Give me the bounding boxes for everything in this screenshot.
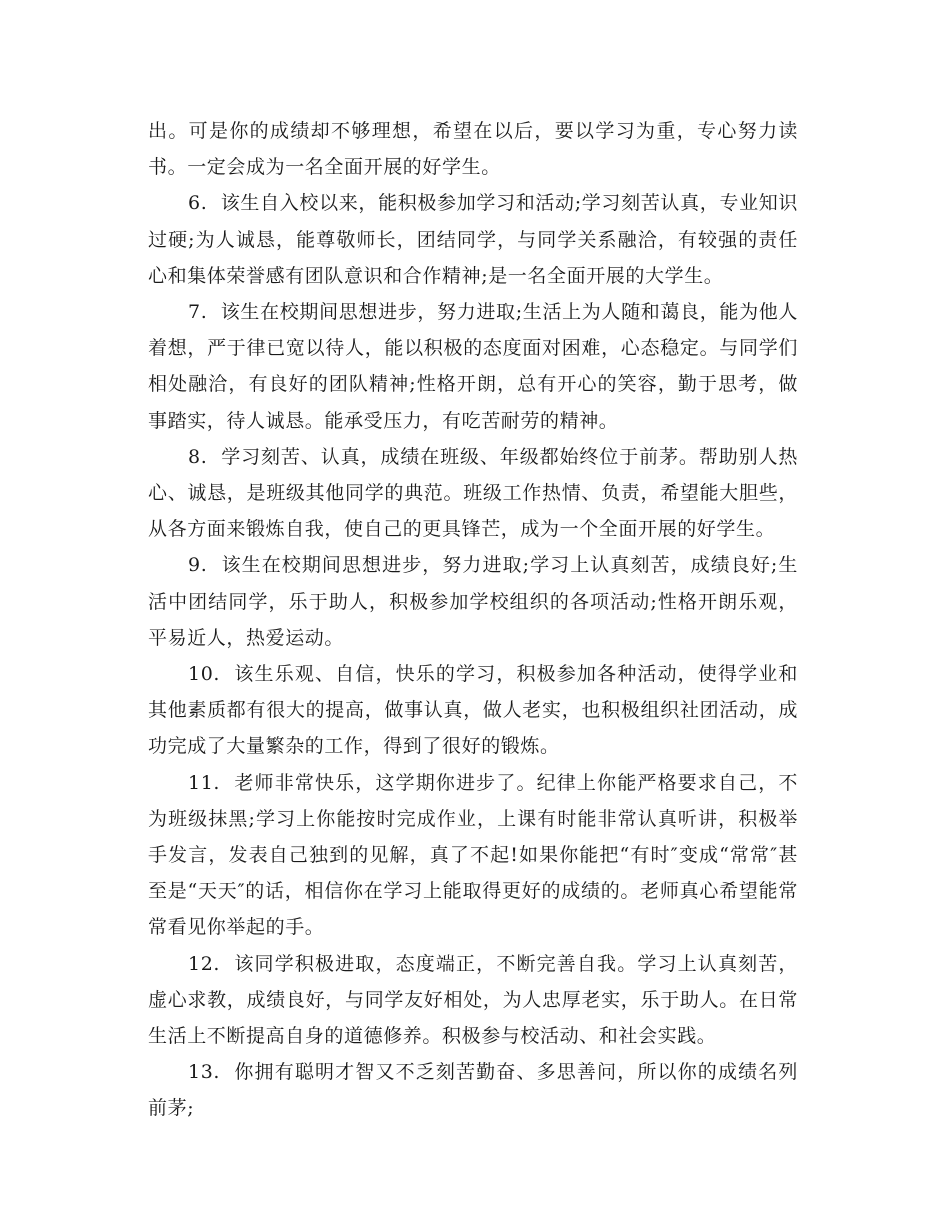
paragraph-number: 10.	[188, 663, 221, 686]
paragraph-continuation	[148, 113, 798, 185]
paragraph-13	[148, 1054, 798, 1126]
paragraph-11	[148, 765, 798, 946]
paragraph-10	[148, 656, 798, 765]
paragraph-text: 学习刻苦、认真，成绩在班级、年级都始终位于前茅。帮助别人热心、诚恳，是班级其他同学的典范。班级工作热情、负责，希望能大胆些，从各方面来锻炼自我，使自己的更具锋芒，成为一个全面开展的好学生。	[148, 445, 799, 541]
paragraph-number: 11.	[188, 771, 221, 794]
paragraph-6	[148, 185, 798, 294]
paragraph-text: 该同学积极进取，态度端正，不断完善自我。学习上认真刻苦，虚心求教，成绩良好，与同学友好相处，为人忠厚老实，乐于助人。在日常生活上不断提高自身的道德修养。积极参与校活动、和社会实践。	[148, 952, 798, 1048]
paragraph-number: 12.	[188, 952, 221, 975]
paragraph-number: 8.	[188, 445, 208, 468]
paragraph-number: 9.	[188, 554, 208, 577]
paragraph-number: 13.	[188, 1061, 221, 1084]
paragraph-7	[148, 294, 798, 439]
document-body	[148, 113, 798, 1127]
paragraph-text: 该生自入校以来，能积极参加学习和活动;学习刻苦认真，专业知识过硬;为人诚恳，能尊敬师长，团结同学，与同学关系融洽，有较强的责任心和集体荣誉感有团队意识和合作精神;是一名全面开展的大学生。	[148, 192, 799, 287]
paragraph-text: 你拥有聪明才智又不乏刻苦勤奋、多思善问，所以你的成绩名列前茅;	[148, 1061, 798, 1120]
paragraph-number: 6.	[188, 192, 208, 215]
paragraph-text: 该生在校期间思想进步，努力进取;学习上认真刻苦，成绩良好;生活中团结同学，乐于助人，积极参加学校组织的各项活动;性格开朗乐观，平易近人，热爱运动。	[148, 554, 799, 649]
paragraph-8	[148, 439, 798, 548]
paragraph-9	[148, 547, 798, 656]
paragraph-12	[148, 946, 798, 1055]
paragraph-text: 老师非常快乐，这学期你进步了。纪律上你能严格要求自己，不为班级抹黑;学习上你能按时完成作业，上课有时能非常认真听讲，积极举手发言，发表自己独到的见解，真了不起!如果你能把“有时″变成“常常″甚至是“天天″的话，相信你在学习上能取得更好的成绩的。老师真心希望能常常看见你举起的手。	[148, 771, 798, 939]
paragraph-text: 该生乐观、自信，快乐的学习，积极参加各种活动，使得学业和其他素质都有很大的提高，做事认真，做人老实，也积极组织社团活动，成功完成了大量繁杂的工作，得到了很好的锻炼。	[148, 663, 798, 758]
paragraph-number: 7.	[188, 301, 208, 324]
paragraph-text: 该生在校期间思想进步，努力进取;生活上为人随和蔼良，能为他人着想，严于律已宽以待人，能以积极的态度面对困难，心态稳定。与同学们相处融洽，有良好的团队精神;性格开朗，总有开心的笑容，勤于思考，做事踏实，待人诚恳。能承受压力，有吃苦耐劳的精神。	[148, 301, 799, 432]
paragraph-text: 出。可是你的成绩却不够理想，希望在以后，要以学习为重，专心努力读书。一定会成为一名全面开展的好学生。	[148, 120, 798, 179]
